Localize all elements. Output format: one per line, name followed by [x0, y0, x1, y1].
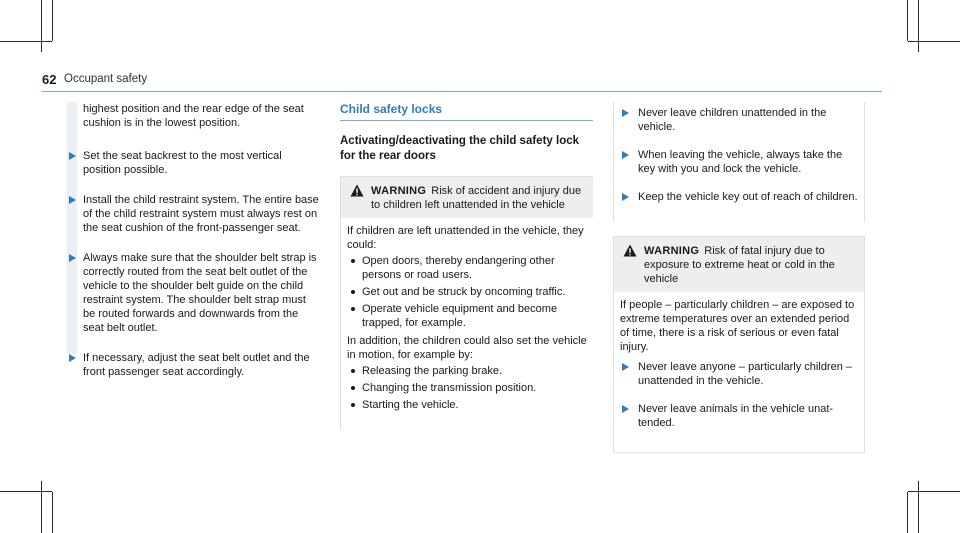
- continuation-text: highest position and the rear edge of the seat cushion is in the lowest position.: [83, 103, 304, 129]
- instruction-step: If necessary, adjust the seat belt outlet and the front passenger seat accordingly.: [67, 351, 319, 379]
- crop-mark: [41, 481, 42, 533]
- arrow-icon: [622, 405, 629, 413]
- list-item: Get out and be struck by oncoming traffic.: [347, 285, 587, 299]
- bullet-icon: [351, 403, 355, 407]
- crop-mark: [918, 0, 919, 52]
- warning-heading: Risk of fatal injury due to exposure to extreme heat or cold in the vehicle: [644, 245, 835, 285]
- warning-header: [614, 237, 864, 292]
- crop-mark: [907, 492, 908, 533]
- instruction-step: Never leave anyone – particularly children – unattended in the vehicle.: [620, 360, 858, 388]
- arrow-icon: [622, 363, 629, 371]
- warning-label: WARNING: [371, 185, 427, 197]
- instruction-step: When leaving the vehicle, always take the key with you and lock the vehicle.: [620, 148, 858, 176]
- instruction-step: Never leave children unattended in the vehicle.: [620, 106, 858, 134]
- arrow-icon: [69, 196, 76, 204]
- warning-label: WARNING: [644, 245, 700, 257]
- bullet-icon: [351, 307, 355, 311]
- crop-mark: [52, 492, 53, 533]
- column-right: [613, 102, 865, 453]
- arrow-icon: [69, 354, 76, 362]
- crop-mark: [0, 41, 52, 42]
- box-border: [340, 178, 341, 430]
- warning-triangle-icon: [623, 244, 637, 257]
- crop-mark: [908, 491, 960, 492]
- list-item: Starting the vehicle.: [347, 398, 587, 412]
- instruction-step: Keep the vehicle key out of reach of children.: [620, 190, 858, 204]
- column-middle: [340, 102, 593, 424]
- instruction-step: Always make sure that the shoulder belt strap is correctly routed from the seat belt outlet of the vehicle to the shoulder belt guide on the child restraint system. The shoulder belt strap must be routed forwards and downwards from the seat belt outlet.: [67, 251, 319, 335]
- list-item: Open doors, thereby endangering other persons or road users.: [347, 254, 587, 282]
- warning-list: [347, 254, 587, 330]
- arrow-icon: [69, 254, 76, 262]
- subsection-title: Activating/deactivating the child safety lock for the rear doors: [340, 135, 580, 162]
- bullet-icon: [351, 290, 355, 294]
- page-number: 62: [42, 72, 57, 87]
- instruction-step: Never leave animals in the vehicle unattended.: [620, 402, 858, 430]
- arrow-icon: [622, 109, 629, 117]
- list-item: Changing the transmission position.: [347, 381, 587, 395]
- warning-box: [340, 176, 593, 424]
- warning-heading: Risk of accident and injury due to children left unattended in the vehicle: [371, 185, 582, 211]
- instruction-step: Install the child restraint system. The entire base of the child restraint system must always rest on the seat cushion of the front-passenger seat.: [67, 193, 319, 235]
- page-header: [42, 72, 882, 92]
- header-rule: [42, 91, 882, 92]
- list-item: Releasing the parking brake.: [347, 364, 587, 378]
- warning-text: If people – particularly children – are exposed to extreme temperatures over an extended period of time, there is a risk of serious or even fatal injury.: [620, 299, 855, 353]
- column-left: [67, 102, 319, 395]
- warning-intro-2: In addition, the children could also set the vehicle in motion, for example by:: [347, 335, 587, 361]
- crop-mark: [918, 481, 919, 533]
- arrow-icon: [69, 152, 76, 160]
- list-item: Operate vehicle equipment and become trapped, for example.: [347, 302, 587, 330]
- warning-header: [341, 177, 593, 218]
- crop-mark: [41, 0, 42, 52]
- section-title: Child safety locks: [340, 102, 593, 121]
- warning-body: [614, 292, 864, 452]
- crop-mark: [907, 0, 908, 41]
- warning-box: [613, 236, 865, 453]
- page-title: Occupant safety: [64, 73, 148, 85]
- warning-continuation: [613, 102, 865, 222]
- arrow-icon: [622, 151, 629, 159]
- crop-mark: [0, 491, 52, 492]
- bullet-icon: [351, 386, 355, 390]
- bullet-icon: [351, 259, 355, 263]
- warning-list: [347, 364, 587, 412]
- bullet-icon: [351, 369, 355, 373]
- warning-intro: If children are left unattended in the vehicle, they could:: [347, 225, 584, 251]
- instruction-step: Set the seat backrest to the most vertical position possible.: [67, 149, 319, 177]
- warning-body: [341, 218, 593, 424]
- crop-mark: [908, 41, 960, 42]
- warning-triangle-icon: [350, 184, 364, 197]
- crop-mark: [52, 0, 53, 41]
- arrow-icon: [622, 193, 629, 201]
